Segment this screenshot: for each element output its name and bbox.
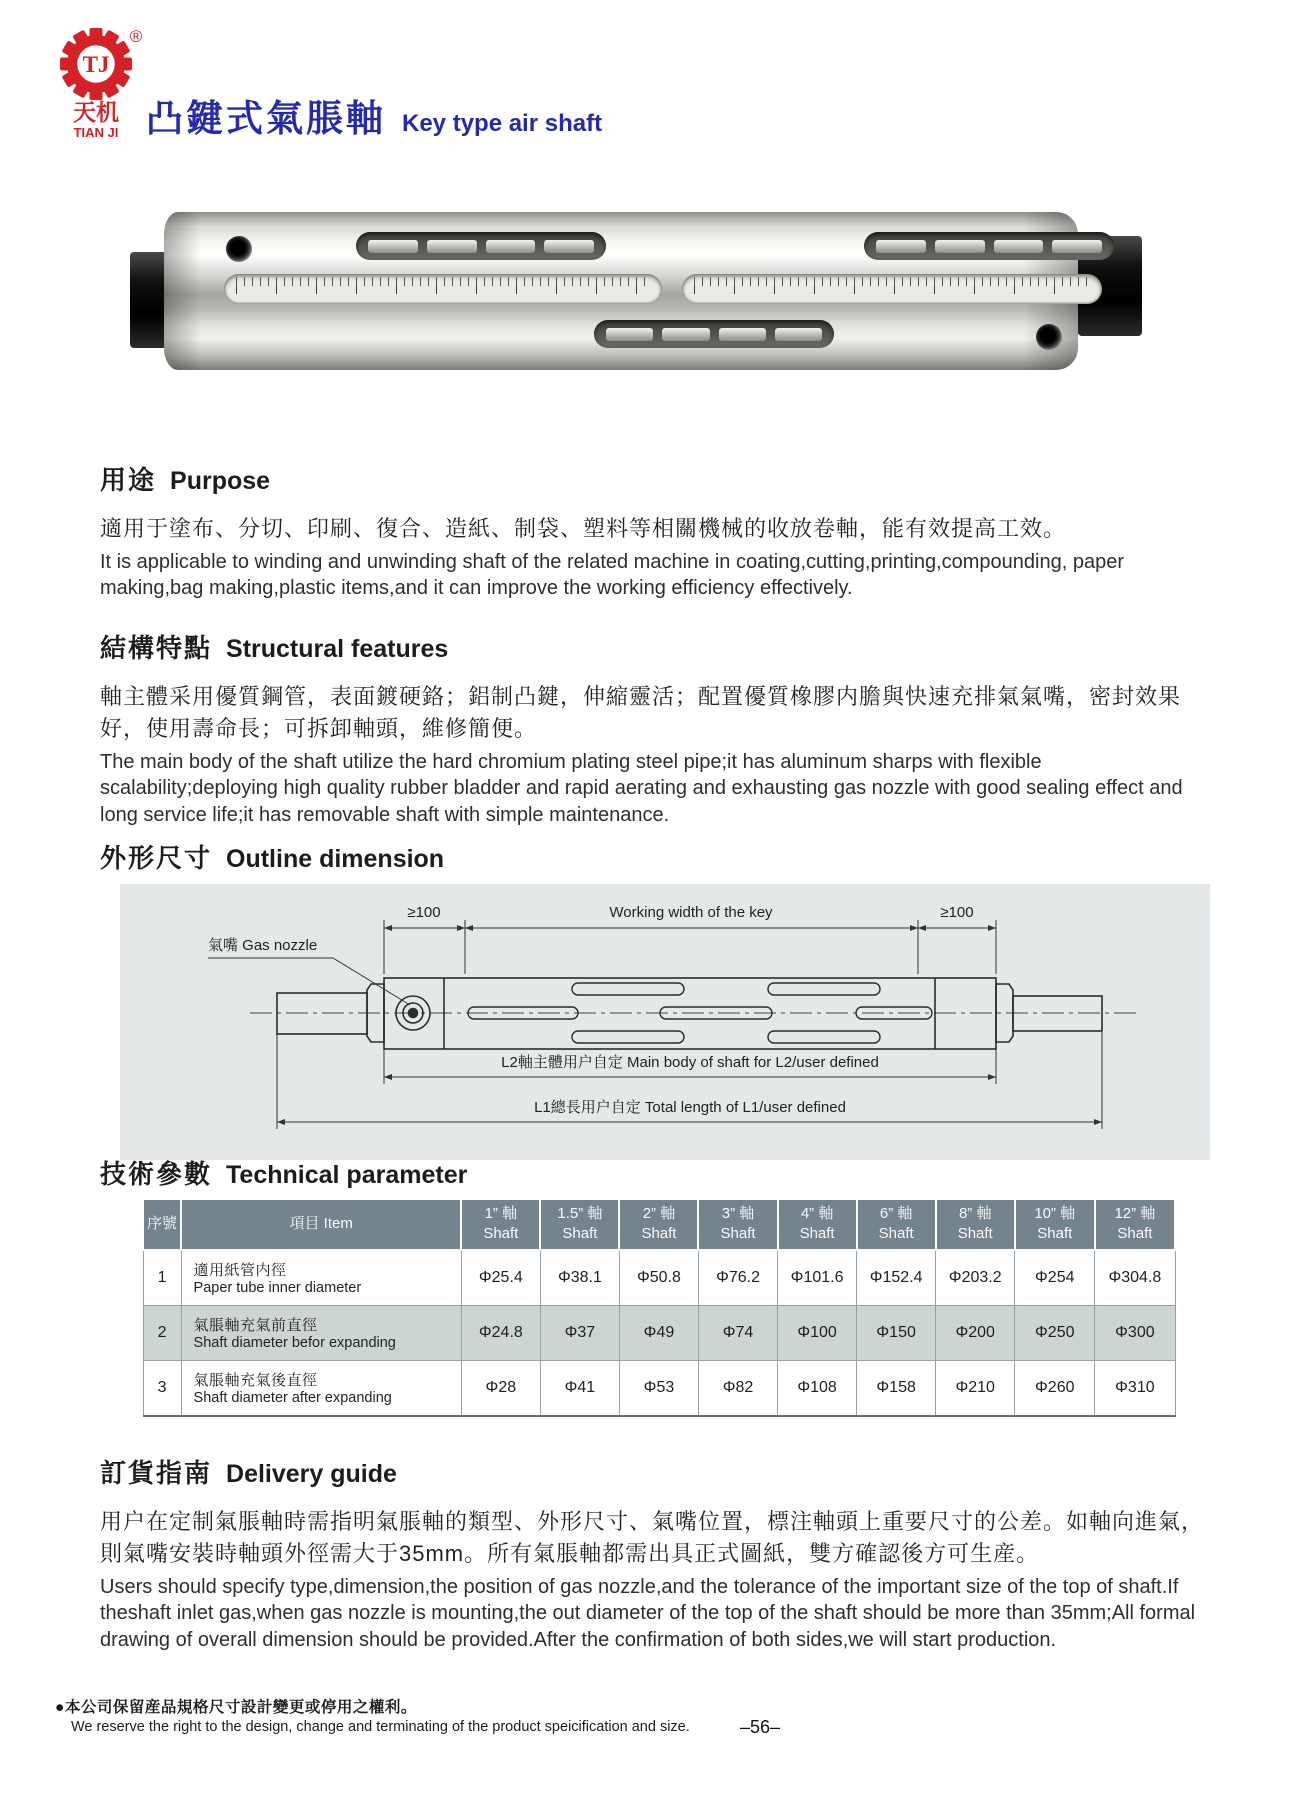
row-item-cn: 氣脹軸充氣後直徑 bbox=[193, 1372, 318, 1389]
features-heading-en: Structural features bbox=[226, 635, 449, 663]
gear-icon bbox=[60, 28, 132, 100]
key-strip bbox=[876, 240, 926, 253]
param-value-cell: Φ38.1 bbox=[540, 1250, 619, 1306]
col-header-shaft bbox=[1015, 1199, 1095, 1250]
row-item bbox=[181, 1360, 461, 1416]
section-parameters bbox=[100, 1154, 1212, 1191]
page-footer bbox=[55, 1695, 1265, 1735]
param-value-cell: Φ108 bbox=[778, 1360, 857, 1416]
l2-dimension-label: L2軸主體用户自定 Main body of shaft for L2/user defined bbox=[501, 1054, 879, 1071]
features-text-en: The main body of the shaft utilize the hard chromium plating steel pipe;it has aluminum sharps with flexible scalability;deploying high quality rubber bladder and rapid aerating and exhausting gas nozzle with good sealing effect and long service life;it has removable shaft with simple maintenance. bbox=[100, 750, 1183, 826]
gas-nozzle-label: 氣嘴 Gas nozzle bbox=[208, 937, 318, 954]
key-slot-group bbox=[864, 232, 1114, 260]
param-value-cell: Φ150 bbox=[857, 1305, 936, 1360]
key-strip bbox=[1052, 240, 1102, 253]
shaft-word: Shaft bbox=[641, 1225, 677, 1243]
parameters-heading bbox=[100, 1154, 1212, 1191]
section-features bbox=[100, 628, 1212, 829]
logo-monogram: TJ bbox=[82, 52, 110, 77]
param-value-cell: Φ53 bbox=[619, 1360, 698, 1416]
delivery-text-en: Users should specify type,dimension,the position of gas nozzle,and the tolerance of the important size of the top of shaft.If theshaft inlet gas,when gas nozzle is mounting,the out diameter of the top of the shaft should be more than 35mm;All formal drawing of overall dimension should be provided.After the confirmation of both sides,we will start production. bbox=[100, 1575, 1196, 1651]
parameters-heading-en: Technical parameter bbox=[226, 1161, 468, 1189]
row-item bbox=[181, 1305, 461, 1360]
parameters-heading-cn: 技術參數 bbox=[100, 1159, 213, 1189]
col-header-shaft bbox=[698, 1199, 777, 1250]
shaft-hole bbox=[1036, 324, 1062, 350]
shaft-size: 3” 軸 bbox=[721, 1205, 755, 1222]
shaft-word: Shaft bbox=[720, 1225, 756, 1243]
row-item bbox=[181, 1250, 461, 1306]
param-value-cell: Φ37 bbox=[540, 1305, 619, 1360]
param-value-cell: Φ310 bbox=[1095, 1360, 1175, 1416]
key-strip bbox=[544, 240, 594, 253]
page-title bbox=[146, 88, 602, 142]
col-header-shaft bbox=[936, 1199, 1015, 1250]
outline-heading-cn: 外形尺寸 bbox=[100, 843, 213, 873]
key-strip bbox=[606, 328, 653, 341]
key-strip bbox=[775, 328, 822, 341]
col-header-index: 序號 bbox=[143, 1199, 181, 1250]
shaft-size: 4” 軸 bbox=[800, 1205, 834, 1222]
bullet-icon: ● bbox=[55, 1699, 65, 1716]
key-strip bbox=[719, 328, 766, 341]
footer-note-cn bbox=[55, 1695, 1265, 1717]
shaft-size: 1” 軸 bbox=[484, 1205, 518, 1222]
shaft-hole bbox=[226, 236, 252, 262]
param-value-cell: Φ76.2 bbox=[698, 1250, 777, 1306]
shaft-word: Shaft bbox=[878, 1225, 914, 1243]
purpose-heading-cn: 用途 bbox=[100, 465, 157, 495]
technical-parameter-table bbox=[142, 1198, 1176, 1417]
shaft-size: 12” 軸 bbox=[1114, 1205, 1156, 1222]
delivery-heading bbox=[100, 1453, 1212, 1490]
param-value-cell: Φ28 bbox=[461, 1360, 540, 1416]
key-strip bbox=[427, 240, 477, 253]
param-value-cell: Φ200 bbox=[936, 1305, 1015, 1360]
key-strip bbox=[994, 240, 1044, 253]
param-value-cell: Φ24.8 bbox=[461, 1305, 540, 1360]
ruler-strip bbox=[224, 274, 662, 304]
shaft-size: 6” 軸 bbox=[879, 1205, 913, 1222]
purpose-text-en: It is applicable to winding and unwinding shaft of the related machine in coating,cutting,printing,compounding, paper making,bag making,plastic items,and it can improve the working efficiency effectively. bbox=[100, 550, 1124, 600]
l1-dimension-label: L1總長用户自定 Total length of L1/user defined bbox=[534, 1099, 846, 1116]
delivery-heading-en: Delivery guide bbox=[226, 1460, 397, 1488]
features-heading-cn: 結構特點 bbox=[100, 633, 213, 663]
section-delivery bbox=[100, 1453, 1212, 1654]
col-header-shaft bbox=[1095, 1199, 1175, 1250]
table-row bbox=[143, 1305, 1175, 1360]
param-value-cell: Φ254 bbox=[1015, 1250, 1095, 1306]
param-value-cell: Φ304.8 bbox=[1095, 1250, 1175, 1306]
param-value-cell: Φ41 bbox=[540, 1360, 619, 1416]
page-number: –56– bbox=[740, 1717, 781, 1737]
row-item-en: Shaft diameter befor expanding bbox=[193, 1335, 396, 1351]
product-photo bbox=[130, 212, 1142, 372]
delivery-text-cn: 用户在定制氣脹軸時需指明氣脹軸的類型、外形尺寸、氣嘴位置，標注軸頭上重要尺寸的公差。如軸向進氣，則氣嘴安裝時軸頭外徑需大于35mm。所有氣脹軸都需出具正式圖紙，雙方確認後方可生産。 bbox=[100, 1509, 1205, 1566]
features-text-cn: 軸主體采用優質鋼管，表面鍍硬鉻；鋁制凸鍵，伸縮靈活；配置優質橡膠内膽與快速充排氣氣嘴，密封效果好，使用壽命長；可拆卸軸頭，維修簡便。 bbox=[100, 684, 1182, 741]
param-value-cell: Φ100 bbox=[778, 1305, 857, 1360]
shaft-word: Shaft bbox=[483, 1225, 519, 1243]
ruler-strip bbox=[682, 274, 1102, 304]
col-header-shaft bbox=[540, 1199, 619, 1250]
key-strip bbox=[662, 328, 709, 341]
col-header-shaft bbox=[619, 1199, 698, 1250]
param-value-cell: Φ250 bbox=[1015, 1305, 1095, 1360]
param-value-cell: Φ158 bbox=[857, 1360, 936, 1416]
outline-heading bbox=[100, 838, 1212, 875]
registered-mark-icon: ® bbox=[129, 27, 143, 46]
purpose-heading-en: Purpose bbox=[170, 467, 271, 495]
key-slot-group bbox=[594, 320, 834, 348]
param-value-cell: Φ152.4 bbox=[857, 1250, 936, 1306]
purpose-text-cn: 適用于塗布、分切、印刷、復合、造紙、制袋、塑料等相關機械的收放卷軸，能有效提高工效。 bbox=[100, 516, 1067, 541]
row-item-en: Paper tube inner diameter bbox=[193, 1280, 362, 1296]
shaft-word: Shaft bbox=[957, 1225, 993, 1243]
key-slot-group bbox=[356, 232, 606, 260]
delivery-heading-cn: 訂貨指南 bbox=[100, 1458, 213, 1488]
shaft-word: Shaft bbox=[562, 1225, 598, 1243]
page-title-en: Key type air shaft bbox=[402, 110, 603, 137]
drawing-panel-background bbox=[120, 884, 1210, 1160]
param-value-cell: Φ300 bbox=[1095, 1305, 1175, 1360]
key-strip bbox=[935, 240, 985, 253]
dim-left-label: ≥100 bbox=[407, 904, 441, 921]
row-index: 2 bbox=[143, 1305, 181, 1360]
row-item-cn: 適用紙管内徑 bbox=[193, 1262, 287, 1279]
shaft-word: Shaft bbox=[1117, 1225, 1153, 1243]
table-row bbox=[143, 1360, 1175, 1416]
outline-heading-en: Outline dimension bbox=[226, 845, 445, 873]
page-title-cn: 凸鍵式氣脹軸 bbox=[146, 98, 386, 139]
working-width-label: Working width of the key bbox=[609, 904, 773, 921]
key-strip bbox=[486, 240, 536, 253]
shaft-size: 10” 軸 bbox=[1034, 1205, 1076, 1222]
param-value-cell: Φ50.8 bbox=[619, 1250, 698, 1306]
footer-note-cn-text: 本公司保留産品規格尺寸設計變更或停用之權利。 bbox=[64, 1699, 417, 1716]
param-value-cell: Φ210 bbox=[936, 1360, 1015, 1416]
brand-name-cn: 天机 bbox=[73, 99, 119, 125]
shaft-size: 1.5” 軸 bbox=[557, 1205, 603, 1222]
row-index: 3 bbox=[143, 1360, 181, 1416]
outline-drawing bbox=[120, 884, 1210, 1160]
row-item-cn: 氣脹軸充氣前直徑 bbox=[193, 1317, 318, 1334]
section-purpose bbox=[100, 460, 1212, 602]
brand-logo bbox=[50, 24, 146, 146]
col-header-shaft bbox=[461, 1199, 540, 1250]
footer-note-en: We reserve the right to the design, change and terminating of the product speicification and size. bbox=[71, 1719, 690, 1735]
purpose-heading bbox=[100, 460, 1212, 497]
shaft-size: 2” 軸 bbox=[642, 1205, 676, 1222]
shaft-cylinder bbox=[164, 212, 1078, 370]
param-value-cell: Φ25.4 bbox=[461, 1250, 540, 1306]
param-value-cell: Φ260 bbox=[1015, 1360, 1095, 1416]
col-header-item: 項目 Item bbox=[181, 1199, 461, 1250]
row-index: 1 bbox=[143, 1250, 181, 1306]
section-outline bbox=[100, 838, 1212, 875]
param-value-cell: Φ203.2 bbox=[936, 1250, 1015, 1306]
row-item-en: Shaft diameter after expanding bbox=[193, 1390, 392, 1406]
param-value-cell: Φ82 bbox=[698, 1360, 777, 1416]
col-header-shaft bbox=[857, 1199, 936, 1250]
table-row bbox=[143, 1250, 1175, 1306]
shaft-size: 8” 軸 bbox=[958, 1205, 992, 1222]
param-value-cell: Φ49 bbox=[619, 1305, 698, 1360]
param-value-cell: Φ101.6 bbox=[778, 1250, 857, 1306]
key-strip bbox=[368, 240, 418, 253]
dim-right-label: ≥100 bbox=[940, 904, 974, 921]
table-header-row bbox=[143, 1199, 1175, 1250]
shaft-word: Shaft bbox=[799, 1225, 835, 1243]
features-heading bbox=[100, 628, 1212, 665]
param-value-cell: Φ74 bbox=[698, 1305, 777, 1360]
col-header-shaft bbox=[778, 1199, 857, 1250]
shaft-word: Shaft bbox=[1037, 1225, 1073, 1243]
brand-name-en: TIAN JI bbox=[73, 125, 119, 140]
